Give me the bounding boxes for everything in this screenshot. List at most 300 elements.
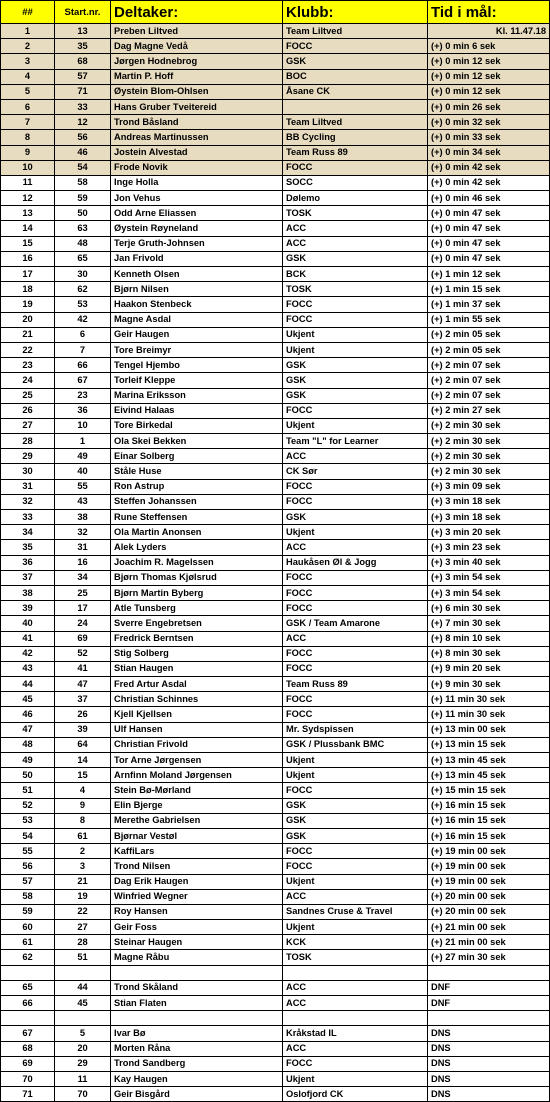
finish-time-cell: (+) 2 min 07 sek	[428, 373, 550, 388]
participant-cell: Kenneth Olsen	[111, 267, 283, 282]
table-row	[1, 585, 550, 600]
rank-cell: 14	[1, 221, 55, 236]
table-row	[1, 69, 550, 84]
club-cell: Ukjent	[283, 1071, 428, 1086]
club-cell: FOCC	[283, 312, 428, 327]
participant-cell: Roy Hansen	[111, 904, 283, 919]
participant-cell: Øystein Røyneland	[111, 221, 283, 236]
finish-time-cell: (+) 20 min 00 sek	[428, 904, 550, 919]
table-row	[1, 889, 550, 904]
table-row	[1, 403, 550, 418]
participant-cell: Christian Frivold	[111, 737, 283, 752]
club-cell: FOCC	[283, 585, 428, 600]
start-number-cell: 5	[55, 1026, 111, 1041]
rank-cell: 50	[1, 768, 55, 783]
participant-cell: Marina Eriksson	[111, 388, 283, 403]
finish-time-cell: (+) 19 min 00 sek	[428, 859, 550, 874]
club-cell: KCK	[283, 935, 428, 950]
participant-cell: Stian Haugen	[111, 661, 283, 676]
table-row	[1, 844, 550, 859]
club-cell: Ukjent	[283, 327, 428, 342]
rank-cell: 23	[1, 358, 55, 373]
start-number-cell: 37	[55, 692, 111, 707]
start-number-cell: 23	[55, 388, 111, 403]
finish-time-cell: (+) 2 min 30 sek	[428, 449, 550, 464]
finish-time-cell: (+) 3 min 54 sek	[428, 570, 550, 585]
start-number-cell: 29	[55, 1056, 111, 1071]
start-number-cell: 22	[55, 904, 111, 919]
start-number-cell: 45	[55, 996, 111, 1011]
rank-cell: 10	[1, 160, 55, 175]
table-row	[1, 494, 550, 509]
finish-time-cell: (+) 19 min 00 sek	[428, 874, 550, 889]
participant-cell: Trond Skåland	[111, 980, 283, 995]
start-number-cell: 55	[55, 479, 111, 494]
club-cell: FOCC	[283, 297, 428, 312]
club-cell: ACC	[283, 449, 428, 464]
winner-clock-time: Kl. 11.47.18	[495, 25, 546, 36]
rank-cell: 70	[1, 1071, 55, 1086]
participant-cell: Kay Haugen	[111, 1071, 283, 1086]
finish-time-cell: (+) 0 min 12 sek	[428, 69, 550, 84]
table-row	[1, 996, 550, 1011]
participant-cell: Einar Solberg	[111, 449, 283, 464]
start-number-cell: 56	[55, 130, 111, 145]
finish-time-cell: (+) 2 min 30 sek	[428, 464, 550, 479]
club-cell: ACC	[283, 996, 428, 1011]
table-row	[1, 115, 550, 130]
header-finish-time: Tid i mål:	[428, 1, 550, 24]
start-number-cell: 47	[55, 677, 111, 692]
table-row	[1, 130, 550, 145]
participant-cell: Atle Tunsberg	[111, 601, 283, 616]
finish-time-cell: (+) 0 min 47 sek	[428, 251, 550, 266]
finish-time-cell: (+) 0 min 46 sek	[428, 191, 550, 206]
participant-cell: Haakon Stenbeck	[111, 297, 283, 312]
finish-time-cell: DNF	[428, 996, 550, 1011]
finish-time-cell: (+) 15 min 15 sek	[428, 783, 550, 798]
start-number-cell: 51	[55, 950, 111, 965]
finish-time-cell: DNS	[428, 1026, 550, 1041]
rank-cell: 13	[1, 206, 55, 221]
finish-time-cell: (+) 8 min 30 sek	[428, 646, 550, 661]
table-row	[1, 373, 550, 388]
start-number-cell: 59	[55, 191, 111, 206]
rank-cell: 58	[1, 889, 55, 904]
participant-cell: Geir Haugen	[111, 327, 283, 342]
spacer-cell	[111, 1011, 283, 1026]
participant-cell: Odd Arne Eliassen	[111, 206, 283, 221]
table-row	[1, 191, 550, 206]
participant-cell: Geir Foss	[111, 920, 283, 935]
spacer-row	[1, 965, 550, 980]
rank-cell: 47	[1, 722, 55, 737]
club-cell: BB Cycling	[283, 130, 428, 145]
start-number-cell: 49	[55, 449, 111, 464]
spacer-cell	[1, 965, 55, 980]
participant-cell: Elin Bjerge	[111, 798, 283, 813]
participant-cell: Trond Båsland	[111, 115, 283, 130]
start-number-cell: 33	[55, 99, 111, 114]
table-row	[1, 358, 550, 373]
club-cell: FOCC	[283, 661, 428, 676]
results-body	[1, 24, 550, 1102]
club-cell: FOCC	[283, 1056, 428, 1071]
start-number-cell: 62	[55, 282, 111, 297]
finish-time-cell: (+) 3 min 09 sek	[428, 479, 550, 494]
table-row	[1, 39, 550, 54]
finish-time-cell: (+) 1 min 55 sek	[428, 312, 550, 327]
rank-cell: 9	[1, 145, 55, 160]
participant-cell: Fredrick Berntsen	[111, 631, 283, 646]
club-cell: ACC	[283, 236, 428, 251]
finish-time-cell: (+) 27 min 30 sek	[428, 950, 550, 965]
spacer-cell	[55, 965, 111, 980]
participant-cell: Merethe Gabrielsen	[111, 813, 283, 828]
rank-cell: 8	[1, 130, 55, 145]
finish-time-cell: (+) 19 min 00 sek	[428, 844, 550, 859]
header-club: Klubb:	[283, 1, 428, 24]
start-number-cell: 57	[55, 69, 111, 84]
club-cell: FOCC	[283, 707, 428, 722]
participant-cell: Bjørn Martin Byberg	[111, 585, 283, 600]
table-row	[1, 206, 550, 221]
finish-time-cell: (+) 0 min 26 sek	[428, 99, 550, 114]
club-cell: Ukjent	[283, 920, 428, 935]
start-number-cell: 32	[55, 525, 111, 540]
finish-time-cell: (+) 9 min 20 sek	[428, 661, 550, 676]
participant-cell: Jørgen Hodnebrog	[111, 54, 283, 69]
club-cell: GSK	[283, 388, 428, 403]
club-cell: Ukjent	[283, 418, 428, 433]
finish-time-cell: DNF	[428, 980, 550, 995]
start-number-cell: 3	[55, 859, 111, 874]
start-number-cell: 11	[55, 1071, 111, 1086]
finish-time-cell: (+) 3 min 54 sek	[428, 585, 550, 600]
club-cell: ACC	[283, 1041, 428, 1056]
club-cell: BCK	[283, 267, 428, 282]
finish-time-cell: DNS	[428, 1071, 550, 1086]
finish-time-cell: DNS	[428, 1041, 550, 1056]
table-row	[1, 1026, 550, 1041]
rank-cell: 22	[1, 342, 55, 357]
club-cell: GSK	[283, 373, 428, 388]
rank-cell: 29	[1, 449, 55, 464]
table-row	[1, 267, 550, 282]
participant-cell: Tore Breimyr	[111, 342, 283, 357]
rank-cell: 49	[1, 753, 55, 768]
participant-cell: Trond Sandberg	[111, 1056, 283, 1071]
participant-cell: Torleif Kleppe	[111, 373, 283, 388]
participant-cell: Tor Arne Jørgensen	[111, 753, 283, 768]
table-row	[1, 160, 550, 175]
spacer-cell	[428, 965, 550, 980]
table-row	[1, 251, 550, 266]
club-cell: GSK / Team Amarone	[283, 616, 428, 631]
club-cell: SOCC	[283, 175, 428, 190]
rank-cell: 59	[1, 904, 55, 919]
rank-cell: 53	[1, 813, 55, 828]
start-number-cell: 46	[55, 145, 111, 160]
finish-time-cell: (+) 0 min 42 sek	[428, 160, 550, 175]
start-number-cell: 54	[55, 160, 111, 175]
club-cell: FOCC	[283, 570, 428, 585]
start-number-cell: 35	[55, 39, 111, 54]
participant-cell: Stian Flaten	[111, 996, 283, 1011]
table-row	[1, 828, 550, 843]
header-number: ##	[1, 1, 55, 24]
club-cell: Ukjent	[283, 342, 428, 357]
start-number-cell: 53	[55, 297, 111, 312]
rank-cell: 65	[1, 980, 55, 995]
start-number-cell: 6	[55, 327, 111, 342]
club-cell: FOCC	[283, 692, 428, 707]
table-row	[1, 221, 550, 236]
rank-cell: 15	[1, 236, 55, 251]
header-participant: Deltaker:	[111, 1, 283, 24]
club-cell: Dølemo	[283, 191, 428, 206]
rank-cell: 6	[1, 99, 55, 114]
club-cell: GSK	[283, 510, 428, 525]
rank-cell: 39	[1, 601, 55, 616]
start-number-cell: 65	[55, 251, 111, 266]
start-number-cell: 52	[55, 646, 111, 661]
finish-time-cell: (+) 2 min 30 sek	[428, 434, 550, 449]
rank-cell: 45	[1, 692, 55, 707]
finish-time-cell: (+) 7 min 30 sek	[428, 616, 550, 631]
header-start-number: Start.nr.	[55, 1, 111, 24]
start-number-cell: 21	[55, 874, 111, 889]
club-cell: Haukåsen Øl & Jogg	[283, 555, 428, 570]
table-row	[1, 479, 550, 494]
club-cell: Team Liltved	[283, 115, 428, 130]
start-number-cell: 67	[55, 373, 111, 388]
club-cell: Åsane CK	[283, 84, 428, 99]
finish-time-cell: (+) 2 min 05 sek	[428, 342, 550, 357]
table-row	[1, 54, 550, 69]
table-row	[1, 707, 550, 722]
table-row	[1, 920, 550, 935]
finish-time-cell: (+) 16 min 15 sek	[428, 813, 550, 828]
rank-cell: 55	[1, 844, 55, 859]
participant-cell: Bjørnar Vestøl	[111, 828, 283, 843]
rank-cell: 28	[1, 434, 55, 449]
start-number-cell: 66	[55, 358, 111, 373]
spacer-row	[1, 1011, 550, 1026]
participant-cell: Eivind Halaas	[111, 403, 283, 418]
start-number-cell: 20	[55, 1041, 111, 1056]
finish-time-cell: (+) 1 min 37 sek	[428, 297, 550, 312]
rank-cell: 25	[1, 388, 55, 403]
start-number-cell: 39	[55, 722, 111, 737]
start-number-cell: 7	[55, 342, 111, 357]
start-number-cell: 42	[55, 312, 111, 327]
club-cell: ACC	[283, 631, 428, 646]
start-number-cell: 41	[55, 661, 111, 676]
finish-time-cell: (+) 16 min 15 sek	[428, 798, 550, 813]
spacer-cell	[283, 965, 428, 980]
participant-cell: Ron Astrup	[111, 479, 283, 494]
table-row	[1, 236, 550, 251]
club-cell: TOSK	[283, 950, 428, 965]
club-cell: TOSK	[283, 282, 428, 297]
start-number-cell: 68	[55, 54, 111, 69]
start-number-cell: 8	[55, 813, 111, 828]
participant-cell: Ståle Huse	[111, 464, 283, 479]
start-number-cell: 17	[55, 601, 111, 616]
club-cell: GSK	[283, 251, 428, 266]
club-cell: FOCC	[283, 844, 428, 859]
finish-time-cell: (+) 13 min 15 sek	[428, 737, 550, 752]
club-cell: CK Sør	[283, 464, 428, 479]
start-number-cell: 14	[55, 753, 111, 768]
finish-time-cell	[428, 24, 550, 39]
start-number-cell: 24	[55, 616, 111, 631]
rank-cell: 38	[1, 585, 55, 600]
start-number-cell: 4	[55, 783, 111, 798]
rank-cell: 40	[1, 616, 55, 631]
table-row	[1, 753, 550, 768]
start-number-cell: 64	[55, 737, 111, 752]
table-row	[1, 342, 550, 357]
finish-time-cell: (+) 21 min 00 sek	[428, 920, 550, 935]
start-number-cell: 9	[55, 798, 111, 813]
rank-cell: 27	[1, 418, 55, 433]
participant-cell: Ivar Bø	[111, 1026, 283, 1041]
club-cell: GSK	[283, 828, 428, 843]
start-number-cell: 34	[55, 570, 111, 585]
club-cell: GSK	[283, 798, 428, 813]
participant-cell: Tengel Hjembo	[111, 358, 283, 373]
participant-cell: Morten Råna	[111, 1041, 283, 1056]
participant-cell: Tore Birkedal	[111, 418, 283, 433]
club-cell: GSK	[283, 358, 428, 373]
table-row	[1, 798, 550, 813]
rank-cell: 67	[1, 1026, 55, 1041]
finish-time-cell: (+) 3 min 40 sek	[428, 555, 550, 570]
spacer-cell	[55, 1011, 111, 1026]
participant-cell: Arnfinn Moland Jørgensen	[111, 768, 283, 783]
finish-time-cell: (+) 0 min 47 sek	[428, 206, 550, 221]
finish-time-cell: DNS	[428, 1056, 550, 1071]
table-row	[1, 464, 550, 479]
participant-cell: Stig Solberg	[111, 646, 283, 661]
rank-cell: 36	[1, 555, 55, 570]
participant-cell: Trond Nilsen	[111, 859, 283, 874]
start-number-cell: 27	[55, 920, 111, 935]
rank-cell: 42	[1, 646, 55, 661]
rank-cell: 2	[1, 39, 55, 54]
finish-time-cell: (+) 2 min 07 sek	[428, 388, 550, 403]
table-row	[1, 570, 550, 585]
start-number-cell: 50	[55, 206, 111, 221]
rank-cell: 68	[1, 1041, 55, 1056]
finish-time-cell: DNS	[428, 1087, 550, 1102]
club-cell: ACC	[283, 540, 428, 555]
rank-cell: 61	[1, 935, 55, 950]
start-number-cell: 26	[55, 707, 111, 722]
club-cell: Ukjent	[283, 753, 428, 768]
table-row	[1, 145, 550, 160]
table-row	[1, 874, 550, 889]
club-cell: Mr. Sydspissen	[283, 722, 428, 737]
rank-cell: 12	[1, 191, 55, 206]
finish-time-cell: (+) 13 min 45 sek	[428, 768, 550, 783]
rank-cell: 18	[1, 282, 55, 297]
club-cell: Ukjent	[283, 768, 428, 783]
finish-time-cell: (+) 0 min 33 sek	[428, 130, 550, 145]
rank-cell: 33	[1, 510, 55, 525]
finish-time-cell: (+) 3 min 20 sek	[428, 525, 550, 540]
table-row	[1, 1087, 550, 1102]
table-row	[1, 1041, 550, 1056]
participant-cell: KaffiLars	[111, 844, 283, 859]
club-cell: Ukjent	[283, 874, 428, 889]
club-cell: GSK	[283, 813, 428, 828]
table-row	[1, 692, 550, 707]
table-row	[1, 388, 550, 403]
finish-time-cell: (+) 0 min 42 sek	[428, 175, 550, 190]
spacer-cell	[428, 1011, 550, 1026]
participant-cell: Ulf Hansen	[111, 722, 283, 737]
start-number-cell: 36	[55, 403, 111, 418]
table-row	[1, 84, 550, 99]
participant-cell: Winfried Wegner	[111, 889, 283, 904]
rank-cell: 1	[1, 24, 55, 39]
start-number-cell: 70	[55, 1087, 111, 1102]
finish-time-cell: (+) 0 min 47 sek	[428, 221, 550, 236]
start-number-cell: 1	[55, 434, 111, 449]
participant-cell: Martin P. Hoff	[111, 69, 283, 84]
rank-cell: 52	[1, 798, 55, 813]
finish-time-cell: (+) 0 min 47 sek	[428, 236, 550, 251]
participant-cell: Steinar Haugen	[111, 935, 283, 950]
start-number-cell: 44	[55, 980, 111, 995]
club-cell: TOSK	[283, 206, 428, 221]
participant-cell: Christian Schinnes	[111, 692, 283, 707]
start-number-cell: 69	[55, 631, 111, 646]
table-row	[1, 783, 550, 798]
participant-cell: Bjørn Nilsen	[111, 282, 283, 297]
finish-time-cell: (+) 11 min 30 sek	[428, 707, 550, 722]
club-cell: FOCC	[283, 646, 428, 661]
spacer-cell	[111, 965, 283, 980]
participant-cell: Frode Novik	[111, 160, 283, 175]
rank-cell: 54	[1, 828, 55, 843]
finish-time-cell: (+) 13 min 45 sek	[428, 753, 550, 768]
table-row	[1, 935, 550, 950]
participant-cell: Ola Martin Anonsen	[111, 525, 283, 540]
finish-time-cell: (+) 3 min 18 sek	[428, 510, 550, 525]
rank-cell: 69	[1, 1056, 55, 1071]
table-row	[1, 1071, 550, 1086]
club-cell: Ukjent	[283, 525, 428, 540]
table-row	[1, 510, 550, 525]
finish-time-cell: (+) 2 min 27 sek	[428, 403, 550, 418]
finish-time-cell: (+) 2 min 30 sek	[428, 418, 550, 433]
table-row	[1, 282, 550, 297]
start-number-cell: 10	[55, 418, 111, 433]
table-row	[1, 631, 550, 646]
table-row	[1, 555, 550, 570]
rank-cell: 19	[1, 297, 55, 312]
participant-cell: Andreas Martinussen	[111, 130, 283, 145]
start-number-cell: 38	[55, 510, 111, 525]
rank-cell: 11	[1, 175, 55, 190]
start-number-cell: 16	[55, 555, 111, 570]
club-cell: ACC	[283, 221, 428, 236]
finish-time-cell: (+) 0 min 34 sek	[428, 145, 550, 160]
